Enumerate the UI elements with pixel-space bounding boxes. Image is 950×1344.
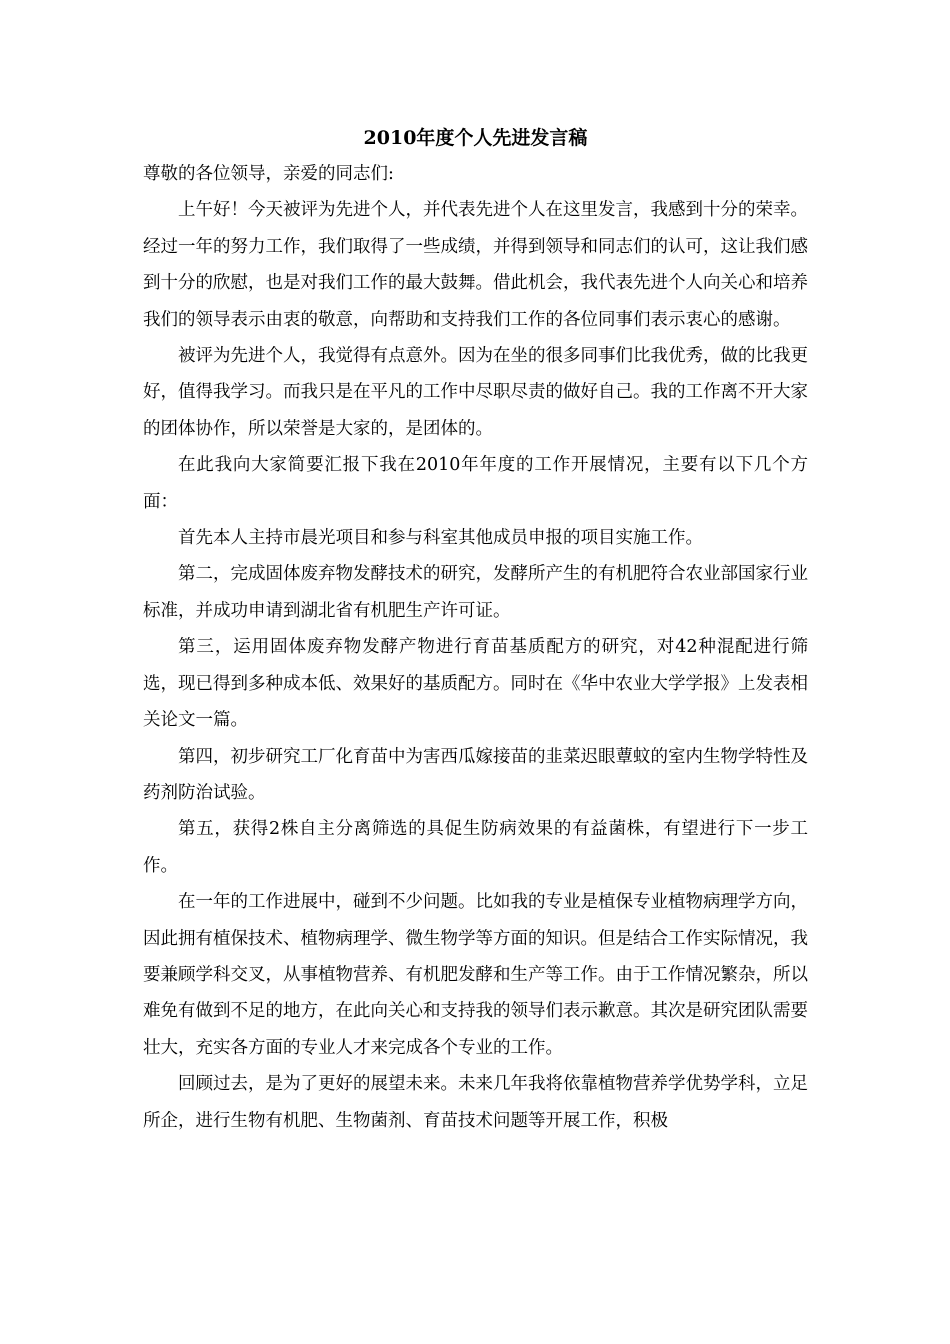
paragraph-greeting: 上午好！今天被评为先进个人，并代表先进个人在这里发言，我感到十分的荣幸。经过一年的努力工作，我们取得了一些成绩，并得到领导和同志们的认可，这让我们感到十分的欣慰，也是对我们工作的最大鼓舞。借此机会，我代表先进个人向关心和培养我们的领导表示由衷的敬意，向帮助和支持我们工作的各位同事们表示衷心的感谢。	[143, 200, 808, 330]
paragraph-item-fourth: 第四，初步研究工厂化育苗中为害西瓜嫁接苗的韭菜迟眼蕈蚊的室内生物学特性及药剂防治试验。	[143, 746, 808, 803]
paragraph-item-first: 首先本人主持市晨光项目和参与科室其他成员申报的项目实施工作。	[178, 528, 703, 549]
paragraph-item-fifth: 第五，获得2株自主分离筛选的具促生防病效果的有益菌株，有望进行下一步工作。	[143, 819, 808, 876]
paragraph-report-intro: 在此我向大家简要汇报下我在2010年年度的工作开展情况，主要有以下几个方面：	[143, 455, 808, 512]
document-body	[143, 120, 808, 1139]
paragraph-outlook: 回顾过去，是为了更好的展望未来。未来几年我将依靠植物营养学优势学科，立足所企，进行生物有机肥、生物菌剂、育苗技术问题等开展工作，积极	[143, 1074, 808, 1131]
paragraph-problems: 在一年的工作进展中，碰到不少问题。比如我的专业是植保专业植物病理学方向，因此拥有植保技术、植物病理学、微生物学等方面的知识。但是结合工作实际情况，我要兼顾学科交叉，从事植物营养、有机肥发酵和生产等工作。由于工作情况繁杂，所以难免有做到不足的地方，在此向关心和支持我的领导们表示歉意。其次是研究团队需要壮大，充实各方面的专业人才来完成各个专业的工作。	[143, 892, 808, 1058]
salutation: 尊敬的各位领导，亲爱的同志们:	[143, 164, 394, 184]
paragraph-item-second: 第二，完成固体废弃物发酵技术的研究，发酵所产生的有机肥符合农业部国家行业标准，并成功申请到湖北省有机肥生产许可证。	[143, 564, 808, 621]
paragraph-surprise: 被评为先进个人，我觉得有点意外。因为在坐的很多同事们比我优秀，做的比我更好，值得我学习。而我只是在平凡的工作中尽职尽责的做好自己。我的工作离不开大家的团体协作，所以荣誉是大家的，是团体的。	[143, 346, 808, 439]
paragraph-item-third: 第三，运用固体废弃物发酵产物进行育苗基质配方的研究，对42种混配进行筛选，现已得到多种成本低、效果好的基质配方。同时在《华中农业大学学报》上发表相关论文一篇。	[143, 637, 808, 731]
document-title: 2010年度个人先进发言稿	[363, 127, 588, 149]
